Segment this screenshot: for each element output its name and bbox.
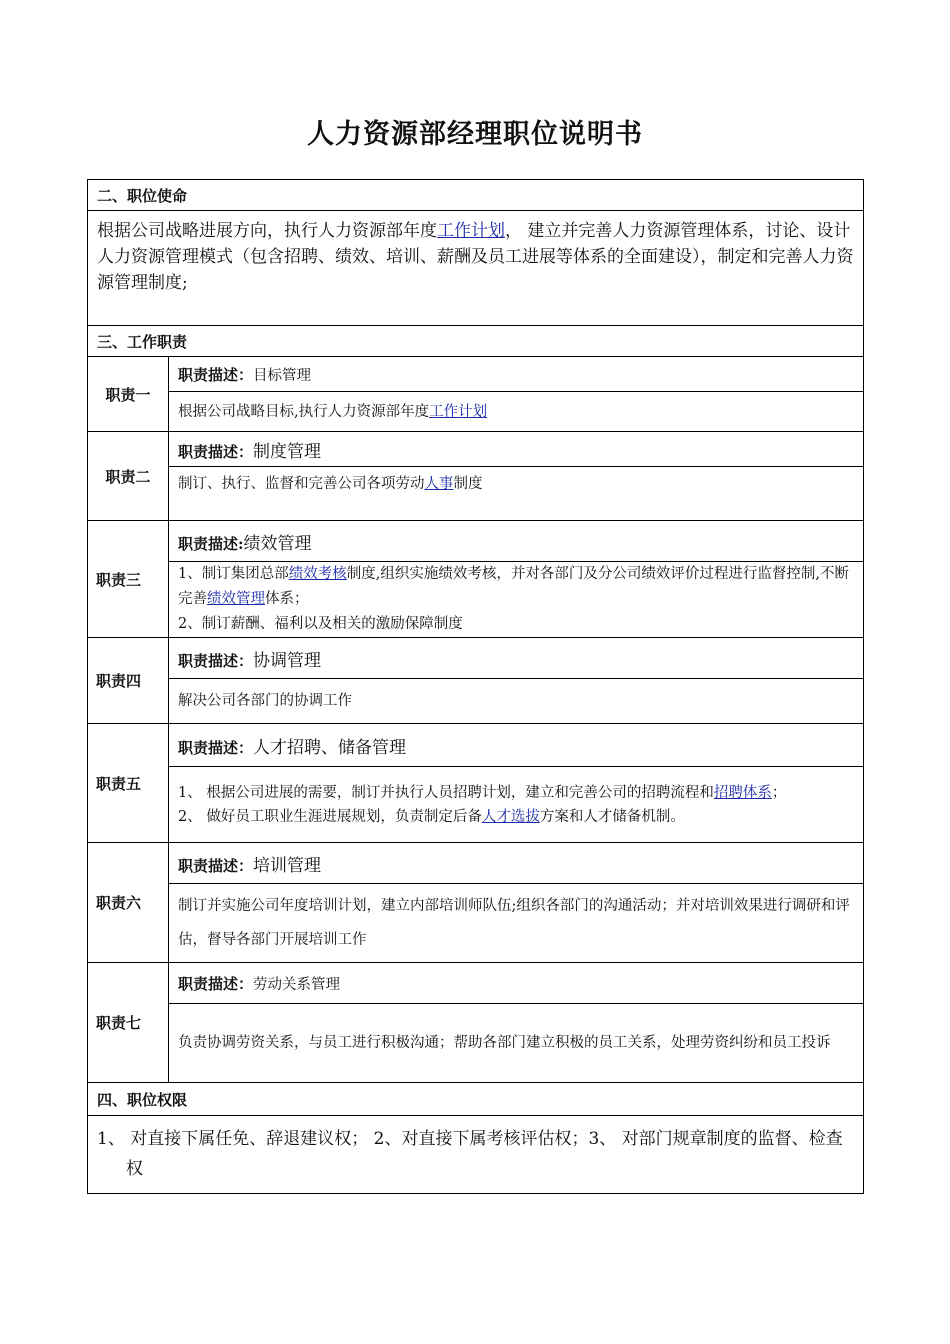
duty-7-desc <box>169 963 864 1004</box>
duty-5-line-1 <box>178 781 854 805</box>
work-plan-link[interactable]: 工作计划 <box>437 221 505 241</box>
duty-7-name: 职责七 <box>88 963 169 1083</box>
duty-2-name: 职责二 <box>88 432 169 521</box>
duty-2-body <box>169 467 864 521</box>
mission-text-b: ， 建立并完善人力资源管理体系，讨论、设计人力资源管理模式（包含招聘、绩效、培训、薪酬及员工进展等体系的全面建设），制定和完善人力资源管理制度; <box>97 221 854 293</box>
duty-1-text: 根据公司战略目标,执行人力资源部年度 <box>178 403 430 420</box>
duty-4-body: 解决公司各部门的协调工作 <box>169 679 864 724</box>
mission-header-row <box>88 180 864 211</box>
duty-5-line-2-b: 方案和人才储备机制。 <box>539 808 685 825</box>
duty-7-title: 劳动关系管理 <box>253 976 341 993</box>
duty-2-title: 制度管理 <box>253 441 322 462</box>
duty-3-line-1-a: 1、制订集团总部 <box>178 566 289 582</box>
duty-5-body <box>169 767 864 843</box>
duty-6-desc-row <box>88 843 864 884</box>
duty-5-title: 人才招聘、储备管理 <box>253 737 407 758</box>
desc-label: 职责描述： <box>178 856 254 875</box>
duty-5-name: 职责五 <box>88 724 169 843</box>
desc-label: 职责描述： <box>178 651 254 670</box>
rights-header: 四、职位权限 <box>88 1083 864 1116</box>
rights-row <box>88 1116 864 1194</box>
duty-2-text-a: 制订、执行、监督和完善公司各项劳动 <box>178 476 425 492</box>
duty-3-line-1 <box>178 562 854 612</box>
duty-1-title: 目标管理 <box>253 367 312 384</box>
duty-5-desc-row <box>88 724 864 767</box>
personnel-link[interactable]: 人事 <box>424 476 454 492</box>
mission-header: 二、职位使命 <box>88 180 864 211</box>
duty-6-name: 职责六 <box>88 843 169 963</box>
duty-3-title: 绩效管理 <box>243 533 312 554</box>
mission-text-a: 根据公司战略进展方向，执行人力资源部年度 <box>97 221 437 241</box>
duty-5-line-1-b: ； <box>771 784 787 801</box>
duty-4-title: 协调管理 <box>253 650 322 671</box>
duty-4-desc-row <box>88 638 864 679</box>
duty-5-body-row <box>88 767 864 843</box>
duty-6-title: 培训管理 <box>253 855 322 876</box>
duty-1-body-row <box>88 392 864 432</box>
duty-1-work-plan-link[interactable]: 工作计划 <box>429 403 488 420</box>
duty-1-desc-row <box>88 357 864 392</box>
desc-label: 职责描述： <box>178 365 254 384</box>
talent-selection-link[interactable]: 人才选拔 <box>481 808 540 825</box>
duty-2-text-b: 制度 <box>453 476 483 492</box>
duty-3-desc-row <box>88 521 864 562</box>
job-description-table <box>87 179 864 1194</box>
duty-1-desc <box>169 357 864 392</box>
duty-4-desc <box>169 638 864 679</box>
mission-row <box>88 211 864 326</box>
duty-4-name: 职责四 <box>88 638 169 724</box>
duties-header-row <box>88 326 864 357</box>
duty-3-body-row <box>88 562 864 638</box>
duty-6-body-row <box>88 884 864 963</box>
duty-5-line-2 <box>178 805 854 829</box>
rights-list: 1、 对直接下属任免、辞退建议权； 2、对直接下属考核评估权；3、 对部门规章制度的监督、检查权 <box>97 1129 843 1179</box>
duty-6-desc <box>169 843 864 884</box>
desc-label: 职责描述： <box>178 442 254 461</box>
rights-text <box>88 1116 864 1194</box>
duty-5-desc <box>169 724 864 767</box>
rights-header-row <box>88 1083 864 1116</box>
duty-3-line-1-b: 制度,组织实施绩效考核，并对各部门及分公司绩效评价过程进行监督控制,不断完善 <box>178 566 849 607</box>
duty-5-line-1-a: 1、 根据公司进展的需要，制订并执行人员招聘计划，建立和完善公司的招聘流程和 <box>178 784 714 801</box>
recruitment-system-link[interactable]: 招聘体系 <box>713 784 772 801</box>
duty-7-desc-row <box>88 963 864 1004</box>
duty-2-body-row <box>88 467 864 521</box>
duty-4-body-row <box>88 679 864 724</box>
page-title: 人力资源部经理职位说明书 <box>307 119 643 150</box>
duty-3-line-2: 2、制订薪酬、福利以及相关的激励保障制度 <box>178 616 463 632</box>
duty-2-desc-row <box>88 432 864 467</box>
mission-text <box>88 211 864 326</box>
duties-header: 三、工作职责 <box>88 326 864 357</box>
desc-label: 职责描述: <box>178 534 244 553</box>
duty-6-body: 制订并实施公司年度培训计划，建立内部培训师队伍;组织各部门的沟通活动；并对培训效果进行调研和评估，督导各部门开展培训工作 <box>169 884 864 963</box>
duty-5-line-2-a: 2、 做好员工职业生涯进展规划，负责制定后备 <box>178 808 482 825</box>
duty-3-line-1-c: 体系； <box>265 591 309 607</box>
desc-label: 职责描述： <box>178 738 254 757</box>
duty-3-body <box>169 562 864 638</box>
duty-3-desc <box>169 521 864 562</box>
performance-management-link[interactable]: 绩效管理 <box>207 591 265 607</box>
duty-1-body <box>169 392 864 432</box>
duty-2-desc <box>169 432 864 467</box>
duty-7-body: 负责协调劳资关系，与员工进行积极沟通；帮助各部门建立积极的员工关系，处理劳资纠纷和员工投诉 <box>169 1004 864 1083</box>
performance-appraisal-link[interactable]: 绩效考核 <box>288 566 347 582</box>
duty-7-body-row <box>88 1004 864 1083</box>
duty-3-name: 职责三 <box>88 521 169 638</box>
desc-label: 职责描述： <box>178 974 254 993</box>
duty-1-name: 职责一 <box>88 357 169 432</box>
